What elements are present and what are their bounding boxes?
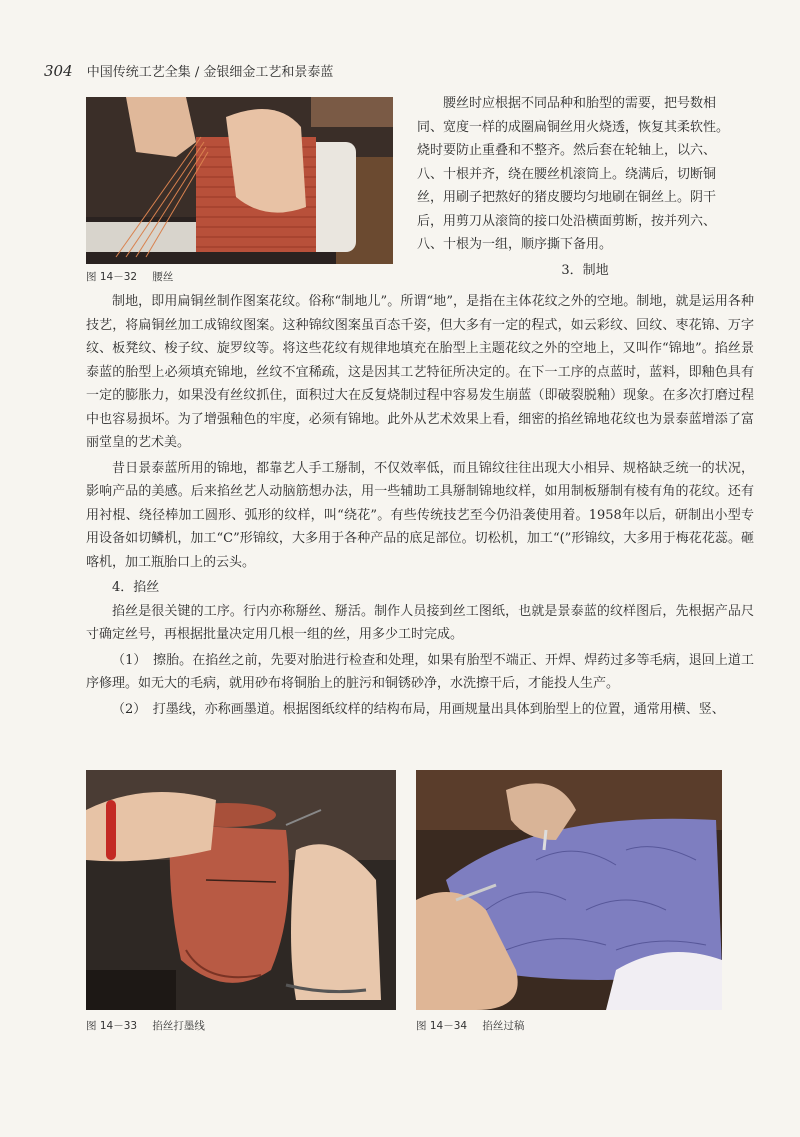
text-line: 烧时要防止重叠和不整齐。然后套在轮轴上，以六、 [417,143,717,158]
running-header [44,62,760,82]
text-line: 后，用剪刀从滚筒的接口处沿横面剪断，按并列六、 [417,213,717,229]
figure-caption-text: 掐丝过稿 [482,1020,525,1032]
text-line: 同、宽度一样的成圈扁铜丝用火烧透，恢复其柔软性。 [417,119,730,135]
text-line: 腰丝时应根据不同品种和胎型的需要，把号数相 [443,96,717,111]
section-heading-4: 4．掐丝 [112,580,160,595]
paragraph-ground-making: 制地，即用扁铜丝制作图案花纹。俗称“制地儿”。所谓“地”，是指在主体花纹之外的空地。制地，就是运用各种技艺，将扁铜丝加工成锦纹图案。这种锦纹图案虽百态千姿，但大多有一定的程式，如云彩纹、回纹、枣花锦、万字纹、板凳纹、梭子纹、旋罗纹等。将这些花纹有规律地填充在胎型上主题花纹之外的空地上，又叫作“锦地”。掐丝景泰蓝的胎型上必须填充锦地，丝纹不宜稀疏，这是因其工艺特征所决定的。在下一工序的点蓝时，蓝料，即釉色具有一定的膨胀力，如果没有丝纹抓住，面积过大在反复烧制过程中容易发生崩蓝（即破裂脱釉）现象。在多次打磨过程中也容易损坏。为了增强釉色的牢度，必须有锦地。此外从艺术效果上看，细密的掐丝锦地花纹也为景泰蓝增添了富丽堂皇的艺术美。 [86,294,754,450]
text-line: 八、十根为一组，顺序撕下备用。 [417,237,613,252]
figure-caption-text: 掐丝打墨线 [152,1020,205,1032]
figure-number: 图 14－32 [86,271,138,283]
main-body-text [86,290,754,721]
figure-wire-wrapping-photo [86,97,393,264]
paragraph-step-2: （2） 打墨线，亦称画墨道。根据图纸纹样的结构布局，用画规量出具体到胎型上的位置，通常用横、竖、 [112,701,725,717]
section-heading-3: 3．制地 [561,262,609,278]
figure-caption-text: 腰丝 [152,271,174,283]
text-line: 八、十根并齐，绕在腰丝机滚筒上。绕满后，切断铜 [417,166,717,182]
paragraph-filigree: 掐丝是很关键的工序。行内亦称掰丝、掰活。制作人员接到丝工图纸，也就是景泰蓝的纹样图后，先根据产品尺寸确定丝号，再根据批量决定用几根一组的丝，用多少工时完成。 [86,603,754,642]
paragraph-step-1: （1） 擦胎。在掐丝之前，先要对胎进行检查和处理，如果有胎型不端正、开焊、焊药过多等毛病，退回上道工序修理。如无大的毛病，就用砂布将铜胎上的脏污和铜锈砂净，水洗擦干后，才能投人生产。 [86,652,754,691]
figure-marking-lines-photo [86,770,396,1010]
figure-number: 图 14－34 [416,1020,468,1032]
page-number: 304 [44,62,73,80]
figure-number: 图 14－33 [86,1020,138,1032]
figure-caption-14-34 [416,1018,524,1033]
right-column-text [417,92,753,282]
paragraph-ground-history: 昔日景泰蓝所用的锦地，都靠艺人手工掰制，不仅效率低，而且锦纹往往出现大小相异、规格缺乏统一的状况，影响产品的美感。后来掐丝艺人动脑筋想办法，用一些辅助工具掰制锦地纹样，如用制板掰制有棱有角的花纹。还有用衬棍、绕径棒加工圆形、弧形的纹样，叫“绕花”。有些传统技艺至今仍沿袭使用着。1958年以后，研制出小型专用设备如切鳞机，加工“C”形锦纹，大多用于各种产品的底足部位。切松机，加工“(”形锦纹，大多用于梅花花蕊。砸喀机，加工瓶胎口上的云头。 [86,460,754,570]
figure-caption-14-32 [86,269,173,284]
text-line: 丝，用刷子把熬好的猪皮腰均匀地刷在铜丝上。阴干 [417,190,717,205]
figure-caption-14-33 [86,1018,205,1033]
book-title: 中国传统工艺全集 / 金银细金工艺和景泰蓝 [86,65,334,80]
figure-pattern-transfer-photo [416,770,722,1010]
